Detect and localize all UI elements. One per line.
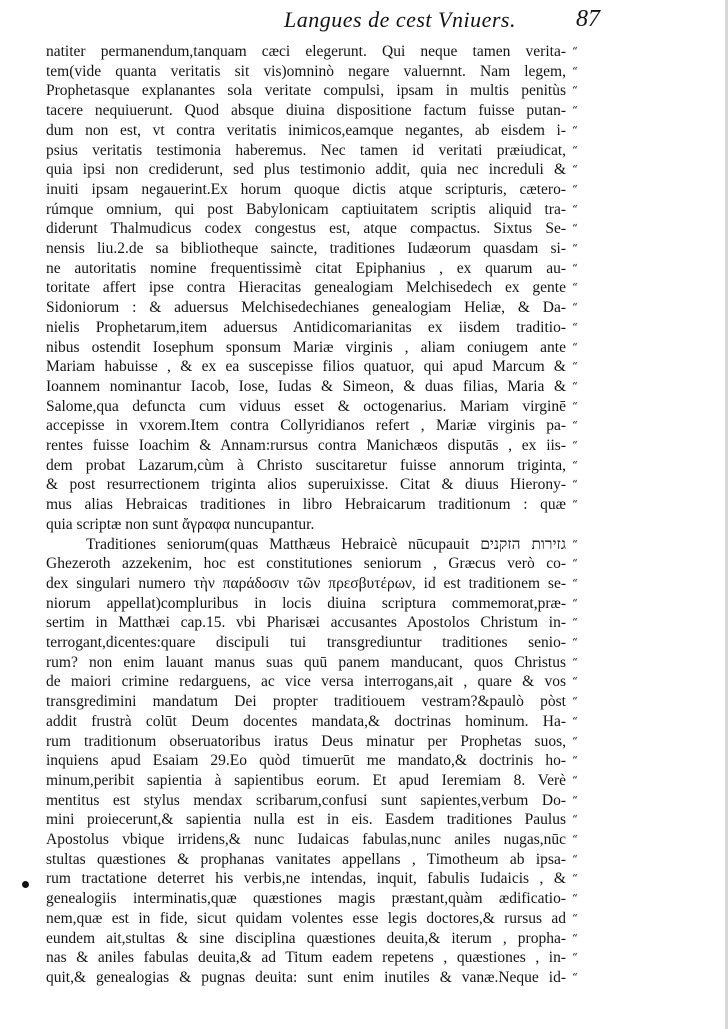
text-line: psius veritatis testimonia haberemus. Nec tamen id veritati præiudicat,	[46, 142, 566, 159]
margin-quote-mark: “	[572, 478, 578, 491]
text-line: tacere nequiuerunt. Quod absque diuina dispositione factum fuisse putan-	[46, 102, 566, 119]
text-line: stultas quæstiones & prophanas vanitates appellans , Timotheum ab ipsa-	[46, 851, 566, 868]
margin-quote-mark: “	[572, 439, 578, 452]
margin-quote-mark: “	[572, 360, 578, 373]
margin-quote-mark: “	[572, 735, 578, 748]
margin-quote-mark: “	[572, 853, 578, 866]
text-line: mini proiecerunt,& sapientia nulla est in eis. Easdem traditiones Paulus	[46, 811, 566, 828]
text-line: & post resurrectionem triginta alios superuixisse. Citat & diuus Hierony-	[46, 476, 566, 493]
margin-quote-mark: “	[572, 557, 578, 570]
text-line: nielis Prophetarum,item aduersus Antidicomarianitas ex iisdem traditio-	[46, 319, 566, 336]
margin-quote-mark: “	[572, 813, 578, 826]
text-line: toritate affert ipse contra Hieracitas genealogiam Melchisedech ex gente	[46, 279, 566, 296]
text-line: niorum appellat)compluribus in locis diuina scriptura commemorat,præ-	[46, 595, 566, 612]
margin-quote-mark: “	[572, 971, 578, 984]
margin-quote-mark: “	[572, 104, 578, 117]
margin-quote-mark: “	[572, 341, 578, 354]
text-line: inuiti ipsam negauerint.Ex horum quoque dictis atque scripturis, cætero-	[46, 181, 566, 198]
text-line: Apostolus vbique irridens,& nunc Iudaicas fabulas,nunc aniles nugas,nūc	[46, 831, 566, 848]
margin-quote-mark: “	[572, 242, 578, 255]
margin-quote-mark: “	[572, 833, 578, 846]
margin-quote-mark: “	[572, 183, 578, 196]
text-line: nas & aniles fabulas deuita,& ad Titum eadem repetens , quæstiones , in-	[46, 949, 566, 966]
margin-quote-mark: “	[572, 498, 578, 511]
text-line: Ghezeroth azzekenim, hoc est constitutiones seniorum , Græcus verò co-	[46, 555, 566, 572]
text-line: rúmque omnium, qui post Babylonicam captiuitatem scriptis aliquid tra-	[46, 201, 566, 218]
margin-quote-mark: “	[572, 124, 578, 137]
margin-quote-mark: “	[572, 912, 578, 925]
text-line: quia ipsi non crediderunt, sed plus testimonio addit, quia nec increduli &	[46, 161, 566, 178]
margin-quote-mark: “	[572, 794, 578, 807]
text-line: nensis liu.2.de sa bibliotheque saincte, traditiones Iudæorum quasdam si-	[46, 240, 566, 257]
margin-quote-mark: “	[572, 951, 578, 964]
margin-quote-mark: “	[572, 84, 578, 97]
margin-quote-mark: “	[572, 754, 578, 767]
text-line: Ioannem nominantur Iacob, Iose, Iudas & Simeon, & duas filias, Maria &	[46, 378, 566, 395]
text-line: quit,& genealogias & pugnas deuita: sunt enim inutiles & vanæ.Neque id-	[46, 969, 566, 986]
text-line: Traditiones seniorum(quas Matthæus Hebraicè nūcupauit גזירות הזקנים	[86, 536, 566, 553]
text-line: quia scriptæ non sunt ἄγραφα nuncupantur.	[46, 516, 315, 533]
text-line: diderunt Thalmudicus codex congestus est, atque compactus. Sixtus Se-	[46, 220, 566, 237]
text-line: minum,peribit sapientia à sapientibus eorum. Et apud Ieremiam 8. Verè	[46, 772, 566, 789]
margin-quote-mark: “	[572, 203, 578, 216]
margin-quote-mark: “	[572, 932, 578, 945]
text-line: mus alias Hebraicas traditiones in libro Hebraicarum traditionum : quæ	[46, 496, 566, 513]
text-line: rum tractatione deterret his verbis,ne intendas, inquit, fabulis Iudaicis , &	[46, 870, 566, 887]
text-line: Prophetasque explanantes sola veritate compulsi, ipsam in multis penitùs	[46, 82, 566, 99]
text-line: nem,quæ est in fide, sicut quidam volentes esse legis doctores,& rursus ad	[46, 910, 566, 927]
text-line: mentitus est stylus mendax scribarum,confusi sunt sapientes,verbum Do-	[46, 792, 566, 809]
text-line: Sidoniorum : & aduersus Melchisedechianes genealogiam Heliæ, & Da-	[46, 299, 566, 316]
margin-quote-mark: “	[572, 872, 578, 885]
margin-quote-mark: “	[572, 65, 578, 78]
text-line: Mariam habuisse , & ex ea suscepisse filios quatuor, qui apud Marcum &	[46, 358, 566, 375]
margin-quote-mark: “	[572, 656, 578, 669]
text-line: de maiori crimine redarguens, ac vice versa interrogans,ait , quare & vos	[46, 673, 566, 690]
margin-quote-mark: “	[572, 281, 578, 294]
text-line: accepisse in vxorem.Item contra Collyridianos refert , Mariæ virginis pa-	[46, 417, 566, 434]
text-line: natiter permanendum,tanquam cæci elegerunt. Qui neque tamen verita-	[46, 43, 566, 60]
margin-quote-mark: “	[572, 45, 578, 58]
margin-quote-mark: “	[572, 321, 578, 334]
text-line: sertim in Matthæi cap.15. vbi Pharisæi accusantes Apostolos Christum in-	[46, 614, 566, 631]
margin-quote-mark: “	[572, 675, 578, 688]
text-line: terrogant,dicentes:quare discipuli tui transgrediuntur traditiones senio-	[46, 634, 566, 651]
text-line: tem(vide quanta veritatis sit vis)omninò negare valuernnt. Nam legem,	[46, 63, 566, 80]
margin-quote-mark: “	[572, 695, 578, 708]
running-title: Langues de cest Vniuers.	[284, 7, 516, 32]
page-number: 87	[576, 6, 600, 32]
text-line: transgredimini mandatum Dei propter traditiouem vestram?&paulò pòst	[46, 693, 566, 710]
margin-quote-mark: “	[572, 636, 578, 649]
text-line: rum traditionum obseruatoribus iratus Deus minatur per Prophetas suos,	[46, 733, 566, 750]
text-line: ne autoritatis nomine frequentissimè citat Epiphanius , ex quarum au-	[46, 260, 566, 277]
text-line: inquiens apud Esaiam 29.Eo quòd timuerūt me mandato,& doctrinis ho-	[46, 752, 566, 769]
text-line: rum? non enim lauant manus suas quū panem manducant, quos Christus	[46, 654, 566, 671]
text-line: genealogiis interminatis,quæ quæstiones magis præstant,quàm ædificatio-	[46, 890, 566, 907]
text-line: eundem ait,stultas & sine disciplina quæstiones deuita,& iterum , propha-	[46, 930, 566, 947]
margin-dot-mark	[22, 881, 29, 888]
text-line: dum non est, vt contra veritatis inimicos,eamque negantes, ab eisdem i-	[46, 122, 566, 139]
margin-quote-mark: “	[572, 144, 578, 157]
margin-quote-mark: “	[572, 577, 578, 590]
margin-quote-mark: “	[572, 222, 578, 235]
margin-quote-mark: “	[572, 262, 578, 275]
text-line: rentes fuisse Ioachim & Annam:rursus contra Manichæos disputās , ex iis-	[46, 437, 566, 454]
margin-quote-mark: “	[572, 459, 578, 472]
margin-quote-mark: “	[572, 597, 578, 610]
margin-quote-mark: “	[572, 419, 578, 432]
margin-quote-mark: “	[572, 301, 578, 314]
margin-quote-mark: “	[572, 774, 578, 787]
text-line: addit frustrà colūt Deum docentes mandata,& doctrinas hominum. Ha-	[46, 713, 566, 730]
margin-quote-mark: “	[572, 380, 578, 393]
text-line: dem probat Lazarum,cùm à Christo suscitaretur fuisse annorum triginta,	[46, 457, 566, 474]
margin-quote-mark: “	[572, 538, 578, 551]
text-line: Salome,qua defuncta cum viduus esset & octogenarius. Mariam virginē	[46, 398, 566, 415]
text-line: nibus ostendit Iosephum sponsum Mariæ virginis , aliam coniugem ante	[46, 339, 566, 356]
margin-quote-mark: “	[572, 892, 578, 905]
margin-quote-mark: “	[572, 163, 578, 176]
margin-quote-mark: “	[572, 400, 578, 413]
text-line: dex singulari numero τὴν παράδοσιν τῶν πρεσβυτέρων, id est traditionem se-	[46, 575, 566, 592]
margin-quote-mark: “	[572, 715, 578, 728]
margin-quote-mark: “	[572, 616, 578, 629]
